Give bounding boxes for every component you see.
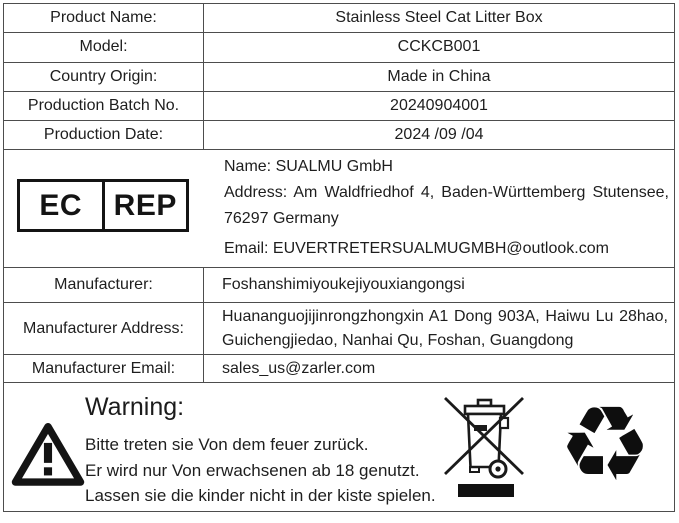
table-row (4, 4, 674, 33)
recycle-symbol-icon: ♻ (558, 383, 652, 506)
warning-triangle-icon (11, 420, 85, 488)
product-name-label: Product Name: (4, 4, 204, 32)
manufacturer-value: Foshanshimiyoukejiyouxiangongsi (222, 276, 465, 294)
table-row (4, 92, 674, 121)
warning-line-1: Bitte treten sie Von dem feuer zurück. (85, 435, 369, 455)
production-batch-value: 20240904001 (390, 97, 488, 115)
warning-line-3: Lassen sie die kinder nicht in der kiste spielen. (85, 486, 436, 506)
weee-crossed-bin-icon (442, 395, 526, 501)
table-row (4, 63, 674, 92)
model-value: CCKCB001 (397, 38, 481, 56)
manufacturer-address-line2: Guichengjiedao, Nanhai Qu, Foshan, Guangdong (222, 331, 574, 349)
warning-section (4, 383, 674, 511)
table-row (4, 268, 674, 304)
ec-rep-email: Email: EUVERTRETERSUALMUGMBH@outlook.com (224, 240, 609, 258)
production-date-value: 2024 /09 /04 (394, 126, 484, 144)
product-name-value: Stainless Steel Cat Litter Box (335, 9, 543, 27)
manufacturer-email-value: sales_us@zarler.com (222, 359, 376, 377)
ec-rep-badge-ec: EC (39, 188, 83, 222)
warning-line-2: Er wird nur Von erwachsenen ab 18 genutzt. (85, 460, 420, 480)
ec-rep-name: Name: SUALMU GmbH (224, 158, 393, 176)
table-row (4, 121, 674, 150)
country-origin-value: Made in China (387, 67, 491, 85)
manufacturer-address-line1: Huananguojijinrongzhongxin A1 Dong 903A, Haiwu Lu 28hao, (222, 307, 668, 325)
table-row (4, 33, 674, 62)
ec-rep-address-line1: Address: Am Waldfriedhof 4, Baden-Württemberg Stutensee, (224, 184, 669, 202)
table-row (4, 355, 674, 384)
production-date-label: Production Date: (4, 121, 204, 149)
ec-rep-badge-rep: REP (102, 182, 187, 229)
manufacturer-email-label: Manufacturer Email: (4, 355, 204, 383)
product-label-table (3, 3, 675, 512)
ec-rep-badge-icon (17, 179, 189, 232)
manufacturer-address-label: Manufacturer Address: (4, 303, 204, 354)
table-row (4, 303, 674, 355)
warning-title: Warning: (85, 393, 185, 422)
ec-rep-address-line2: 76297 Germany (224, 210, 339, 228)
production-batch-label: Production Batch No. (4, 92, 204, 120)
model-label: Model: (4, 33, 204, 61)
manufacturer-address-value (204, 303, 674, 354)
country-origin-label: Country Origin: (4, 63, 204, 91)
ec-rep-section (4, 150, 674, 268)
warning-text (85, 432, 436, 509)
manufacturer-label: Manufacturer: (4, 268, 204, 303)
